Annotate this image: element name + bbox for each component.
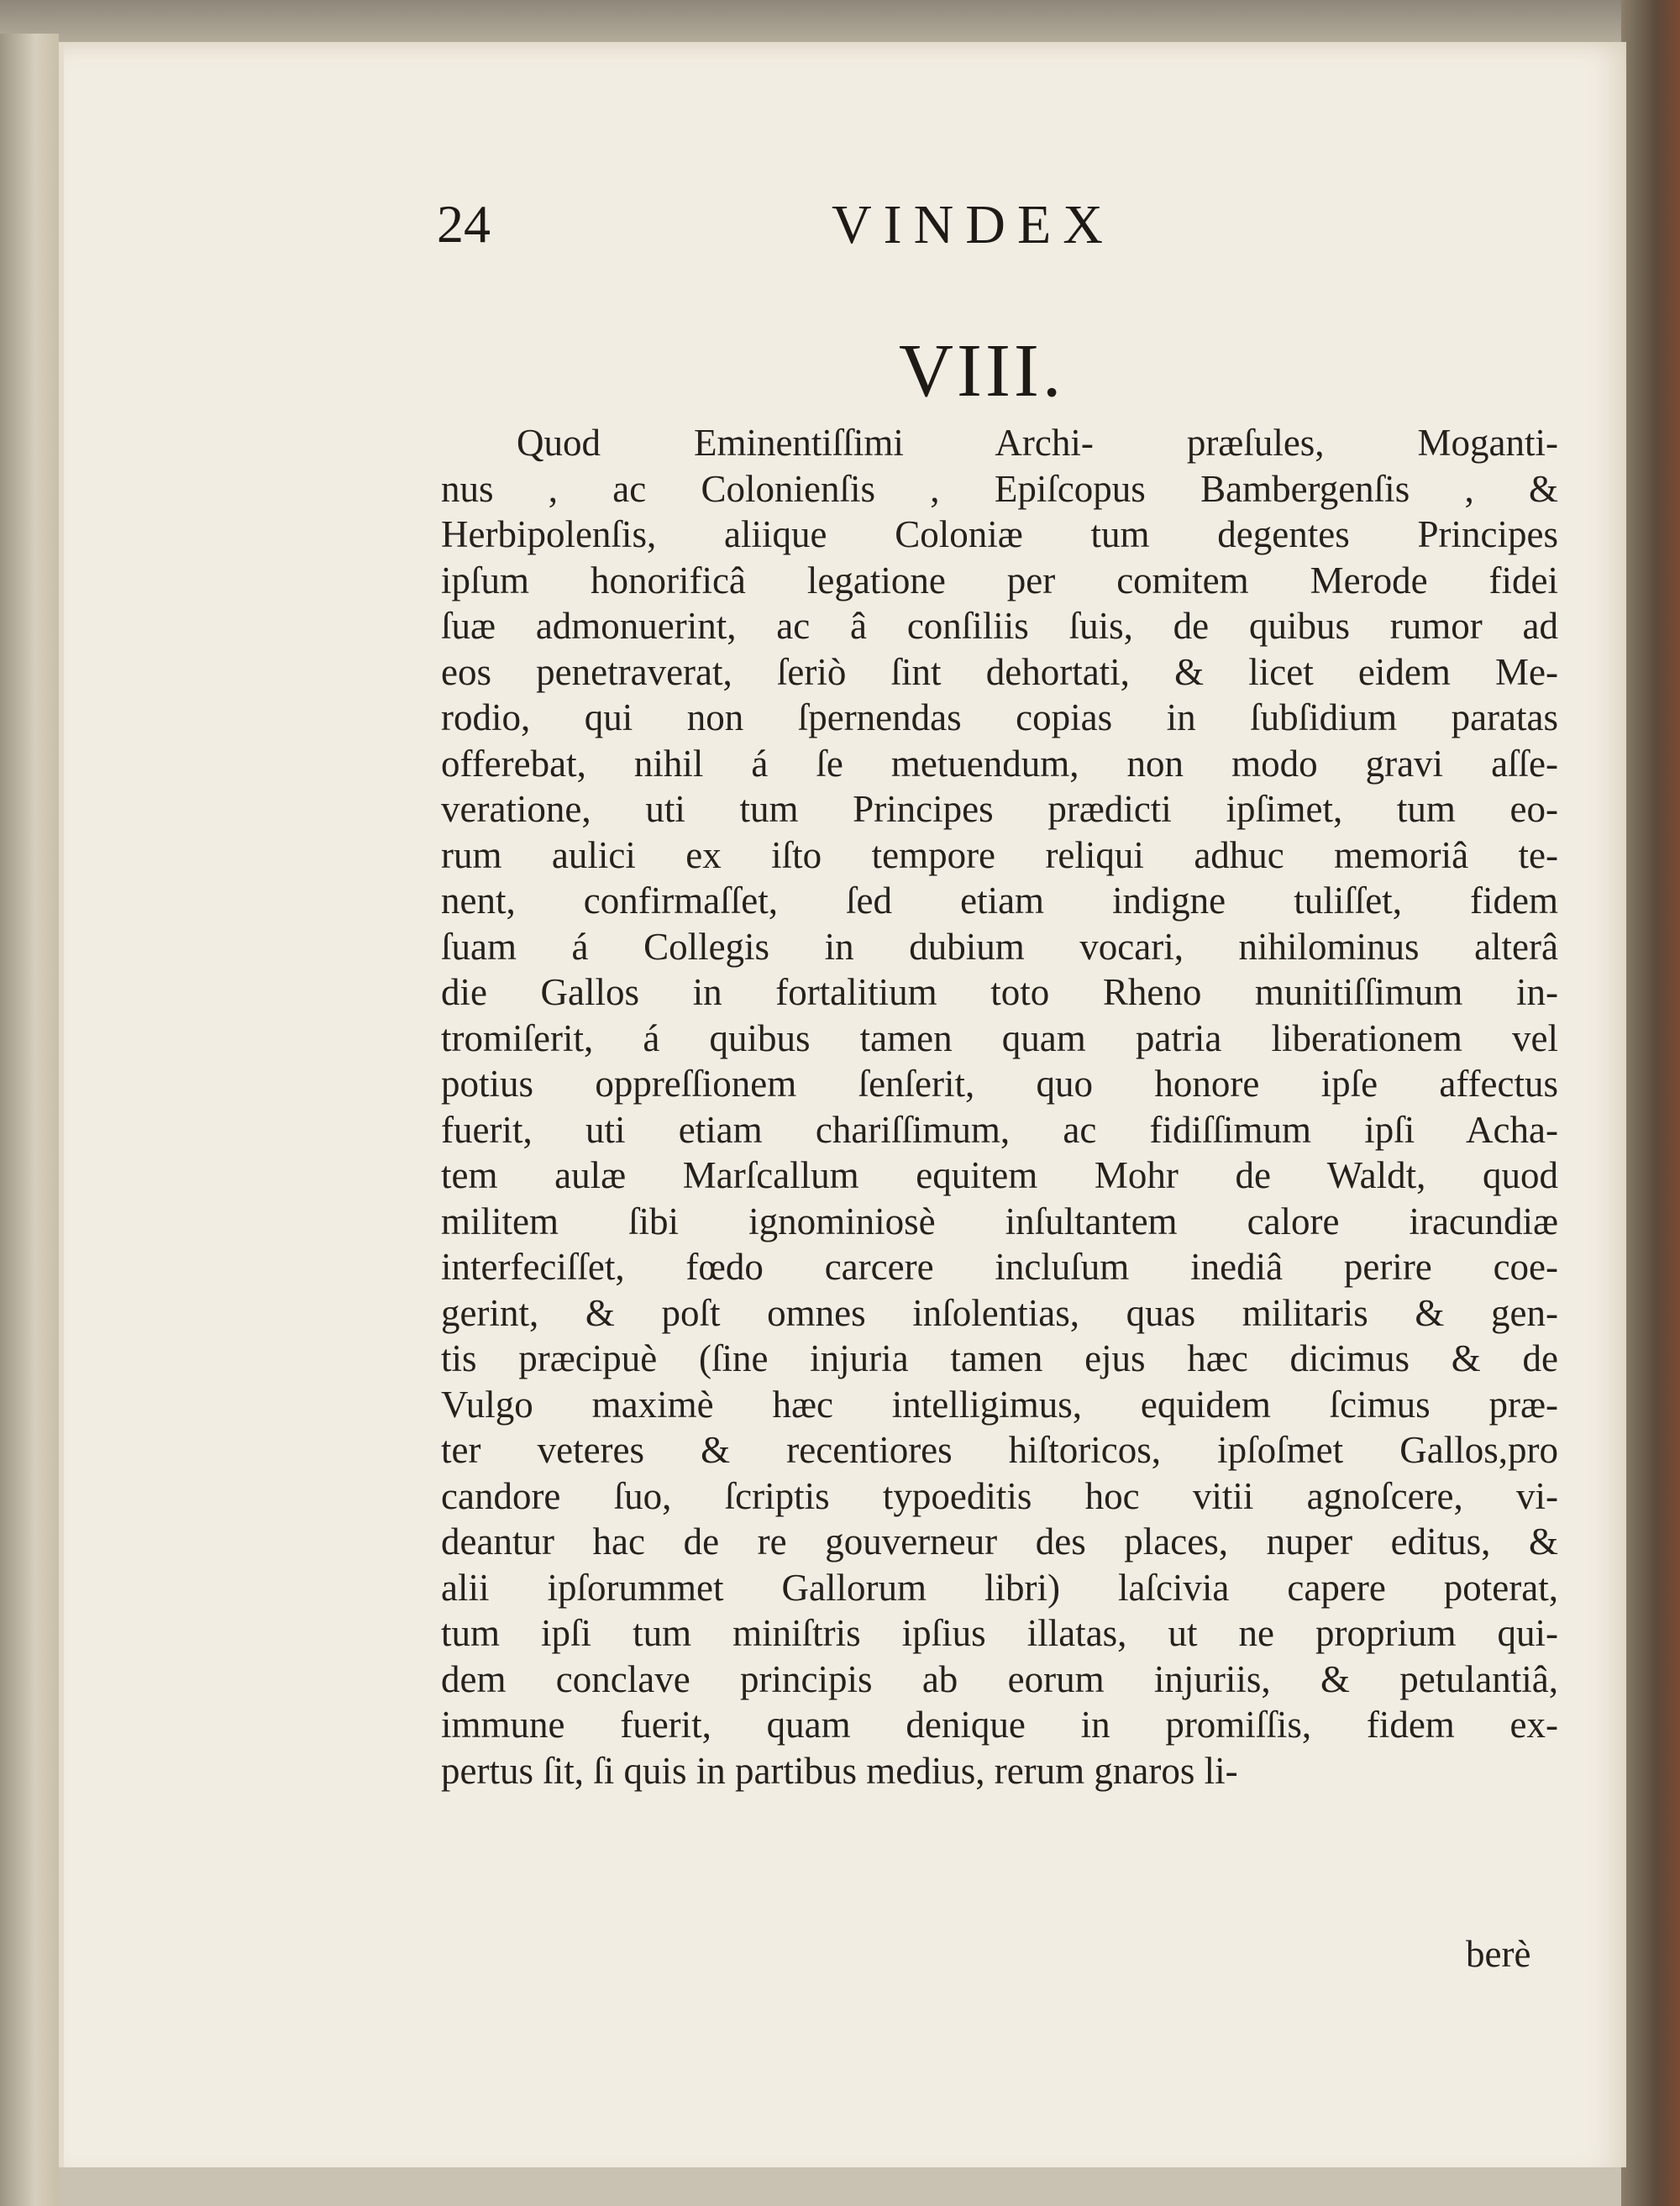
- text-line: candore ſuo, ſcriptis typoeditis hoc vitii agnoſcere, vi-: [441, 1474, 1558, 1517]
- text-line: Vulgo maximè hæc intelligimus, equidem ſcimus præ-: [441, 1383, 1558, 1426]
- catchword: berè: [1466, 1933, 1531, 1975]
- text-line: interfeciſſet, fœdo carcere incluſum inediâ perire coe-: [441, 1246, 1558, 1288]
- text-line: Herbipolenſis, aliique Coloniæ tum degentes Principes: [441, 513, 1558, 555]
- text-line: veratione, uti tum Principes prædicti ipſimet, tum eo-: [441, 788, 1558, 830]
- text-line: die Gallos in fortalitium toto Rheno munitiſſimum in-: [441, 971, 1558, 1013]
- text-line: tis præcipuè (ſine injuria tamen ejus hæc dicimus & de: [441, 1337, 1558, 1379]
- running-title: VINDEX: [832, 194, 1115, 255]
- text-line: militem ſibi ignominiosè inſultantem calore iracundiæ: [441, 1200, 1558, 1242]
- text-line: tem aulæ Marſcallum equitem Mohr de Waldt, quod: [441, 1154, 1558, 1196]
- text-line: immune fuerit, quam denique in promiſſis, fidem ex-: [441, 1704, 1558, 1746]
- text-line: ſuæ admonuerint, ac â conſiliis ſuis, de quibus rumor ad: [441, 605, 1558, 647]
- text-line: tum ipſi tum miniſtris ipſius illatas, ut ne proprium qui-: [441, 1612, 1558, 1654]
- text-line: ſuam á Collegis in dubium vocari, nihilominus alterâ: [441, 925, 1558, 968]
- text-line: tromiſerit, á quibus tamen quam patria liberationem vel: [441, 1016, 1558, 1059]
- text-line: ter veteres & recentiores hiſtoricos, ipſoſmet Gallos,pro: [441, 1429, 1558, 1471]
- text-line: eos penetraverat, ſeriò ſint dehortati, & licet eidem Me-: [441, 650, 1558, 693]
- text-line: offerebat, nihil á ſe metuendum, non modo gravi aſſe-: [441, 742, 1558, 785]
- text-line: fuerit, uti etiam chariſſimum, ac fidiſſimum ipſi Acha-: [441, 1108, 1558, 1151]
- text-line: gerint, & poſt omnes inſolentias, quas militaris & gen-: [441, 1291, 1558, 1334]
- text-line: dem conclave principis ab eorum injuriis, & petulantiâ,: [441, 1657, 1558, 1700]
- desk-background: [0, 0, 1680, 42]
- text-line: deantur hac de re gouverneur des places, nuper editus, &: [441, 1521, 1558, 1563]
- running-head: [0, 193, 1680, 269]
- book-page-edges: [0, 34, 59, 2206]
- page-number: 24: [437, 194, 491, 254]
- text-line: rodio, qui non ſpernendas copias in ſubſidium paratas: [441, 696, 1558, 738]
- text-line: ipſum honorificâ legatione per comitem Merode fidei: [441, 559, 1558, 601]
- text-line: Quod Eminentiſſimi Archi- præſules, Moganti-: [517, 422, 1558, 464]
- text-line: pertus ſit, ſi quis in partibus medius, rerum gnaros li-: [441, 1749, 1238, 1792]
- text-line: nent, confirmaſſet, ſed etiam indigne tuliſſet, fidem: [441, 880, 1558, 922]
- body-text: [441, 420, 1558, 1794]
- book-spine-edge: [1621, 0, 1680, 2206]
- text-line: nus , ac Colonienſis , Epiſcopus Bambergenſis , &: [441, 467, 1558, 510]
- section-heading: VIII.: [899, 329, 1065, 412]
- text-line: potius oppreſſionem ſenſerit, quo honore ipſe affectus: [441, 1063, 1558, 1105]
- text-line: alii ipſorummet Gallorum libri) laſcivia capere poterat,: [441, 1566, 1558, 1609]
- text-line: rum aulici ex iſto tempore reliqui adhuc memoriâ te-: [441, 833, 1558, 876]
